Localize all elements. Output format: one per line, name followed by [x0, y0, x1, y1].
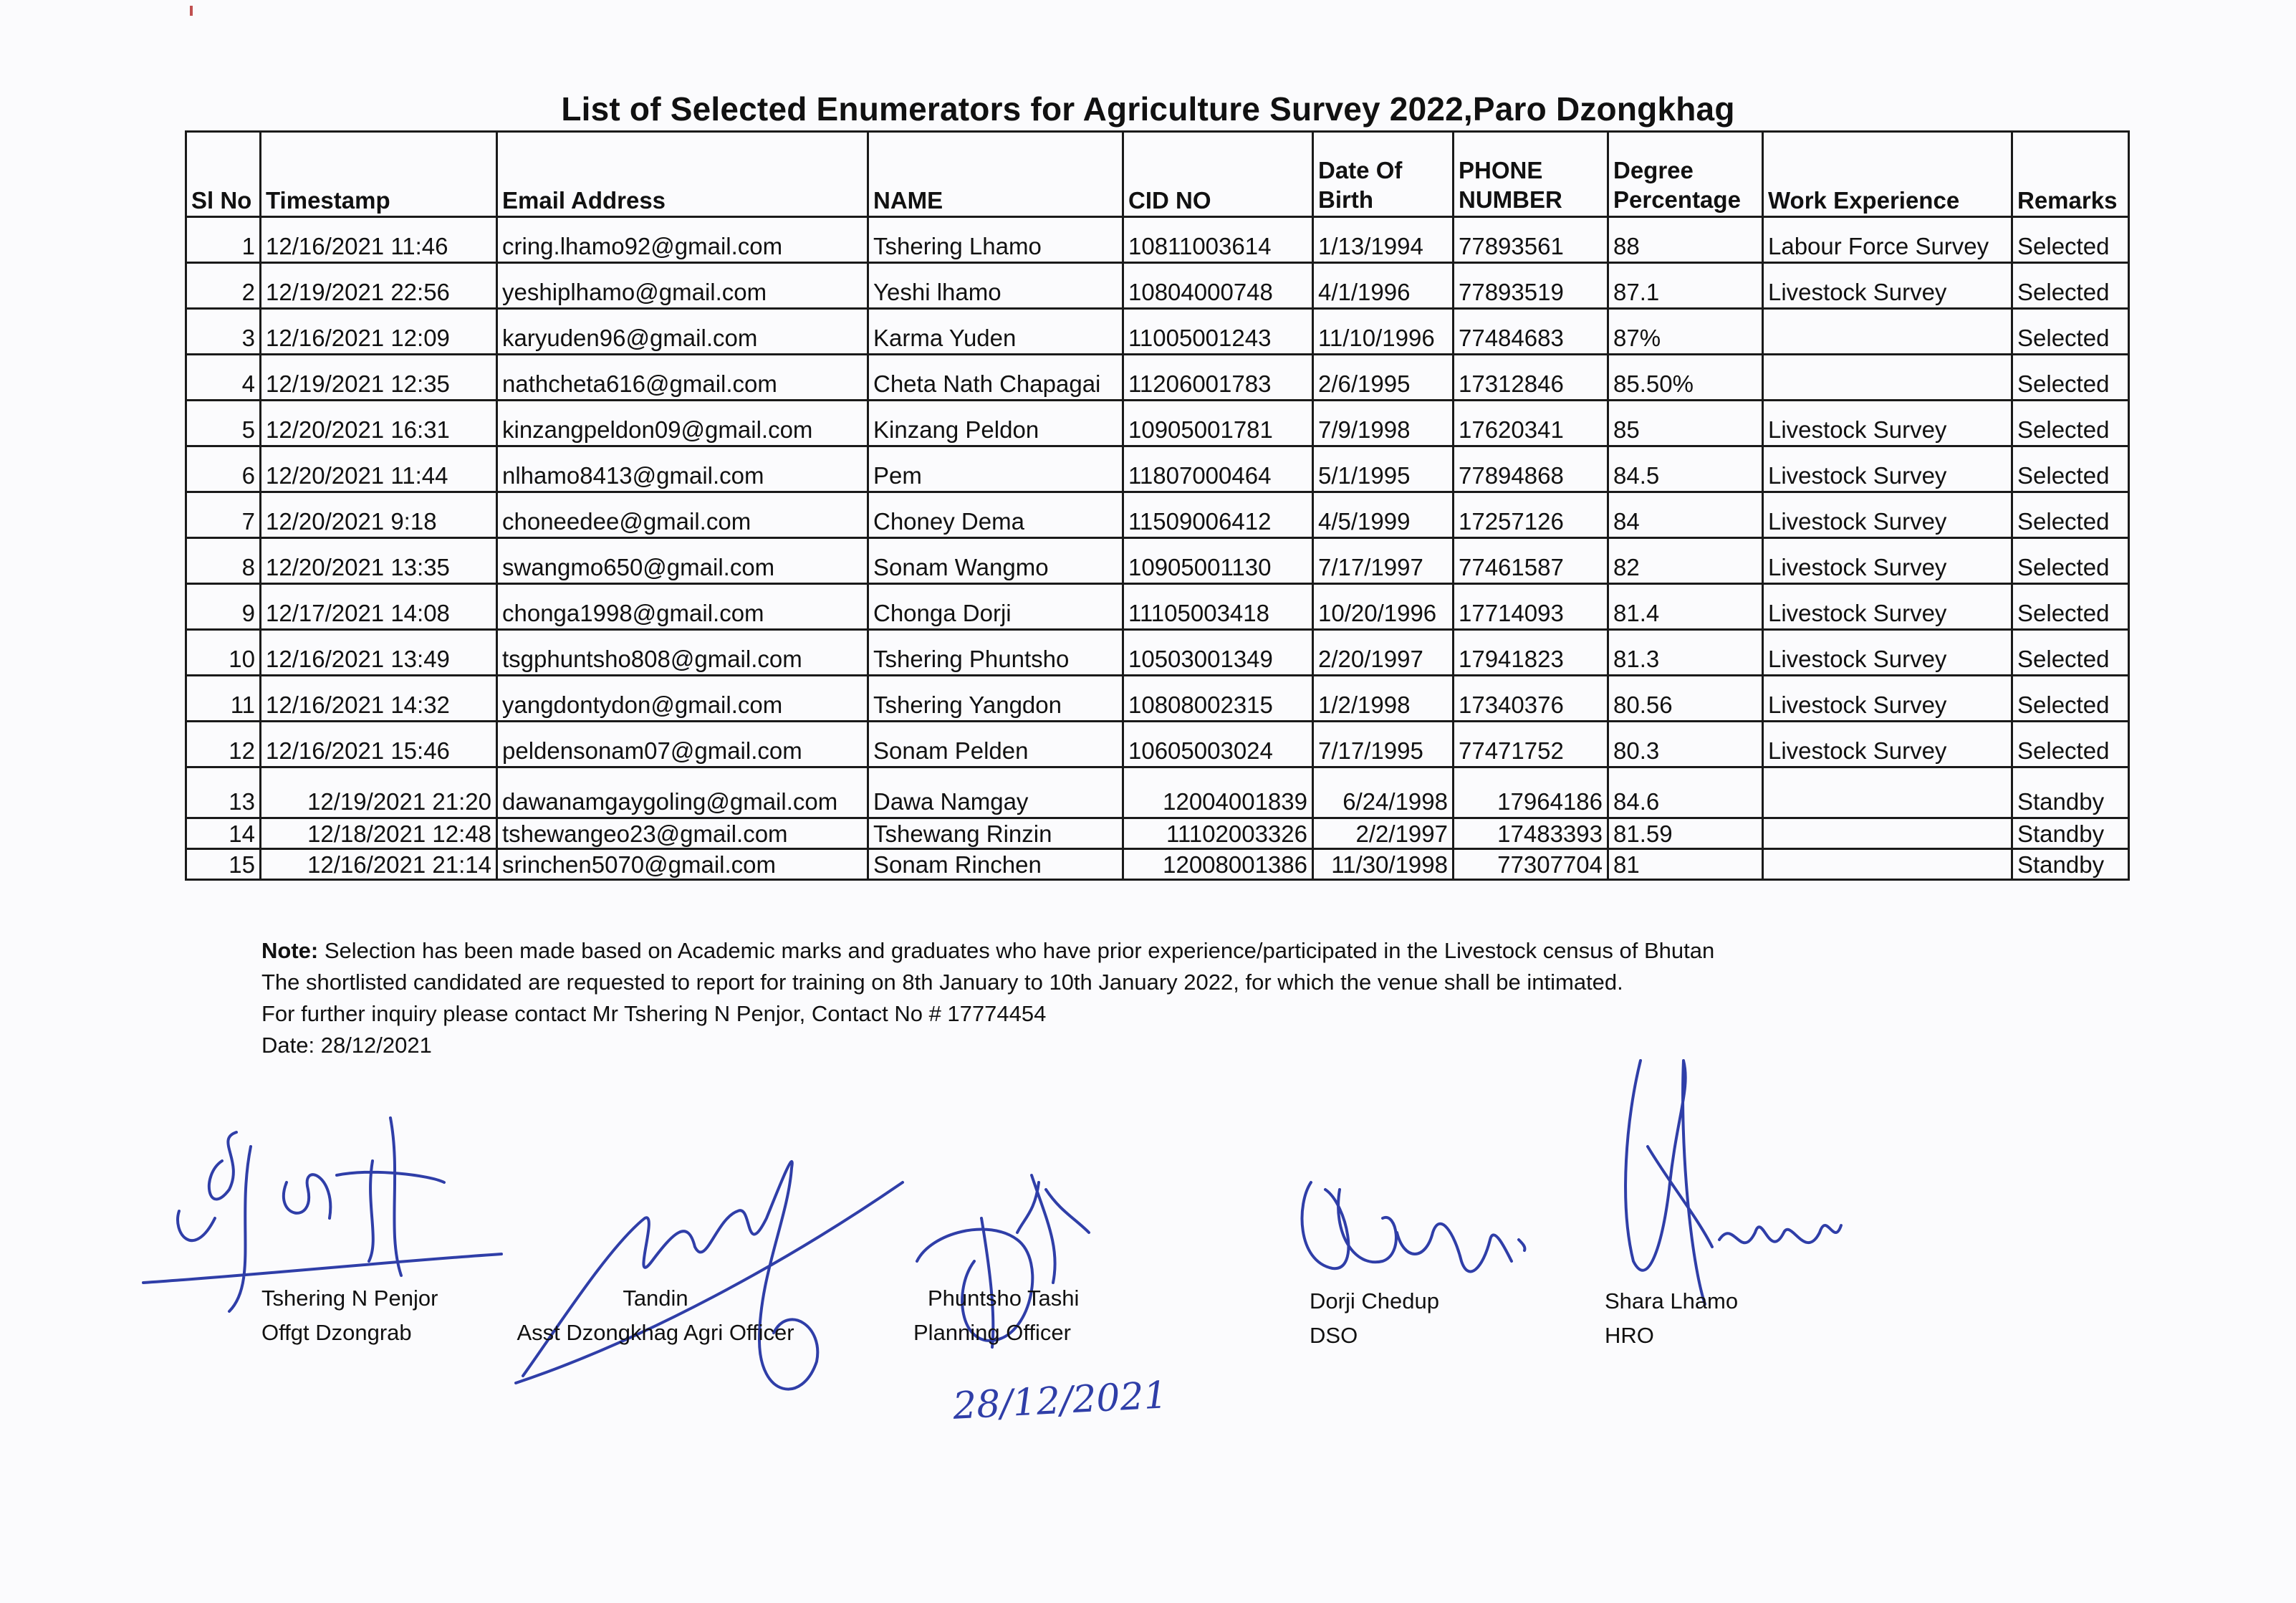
- signatory-name: Phuntsho Tashi: [928, 1286, 1080, 1311]
- cell-degree: 81.4: [1608, 584, 1763, 630]
- cell-remarks: Selected: [2012, 492, 2129, 538]
- cell-remarks: Selected: [2012, 401, 2129, 446]
- cell-remarks: Selected: [2012, 309, 2129, 355]
- cell-timestamp: 12/18/2021 12:48: [261, 818, 497, 849]
- cell-cid: 10808002315: [1123, 676, 1313, 722]
- cell-phone: 17340376: [1454, 676, 1608, 722]
- header-timestamp: Timestamp: [261, 132, 497, 217]
- signatory-penjor: [261, 1281, 438, 1350]
- header-degree: Degree Percentage: [1608, 132, 1763, 217]
- cell-dob: 7/17/1995: [1313, 722, 1454, 767]
- cell-remarks: Standby: [2012, 818, 2129, 849]
- cell-email: yeshiplhamo@gmail.com: [497, 263, 868, 309]
- cell-name: Sonam Wangmo: [868, 538, 1123, 584]
- signatory-phuntsho: [913, 1281, 1079, 1350]
- cell-phone: 77307704: [1454, 849, 1608, 880]
- cell-timestamp: 12/16/2021 12:09: [261, 309, 497, 355]
- cell-remarks: Selected: [2012, 355, 2129, 401]
- cell-dob: 2/2/1997: [1313, 818, 1454, 849]
- cell-phone: 77893561: [1454, 217, 1608, 263]
- cell-timestamp: 12/16/2021 11:46: [261, 217, 497, 263]
- cell-work-experience: Livestock Survey: [1763, 630, 2012, 676]
- signatory-name: Tandin: [623, 1286, 688, 1311]
- signatory-lhamo: [1605, 1284, 1738, 1353]
- cell-cid: 12004001839: [1123, 767, 1313, 818]
- signatory-title: Asst Dzongkhag Agri Officer: [517, 1320, 794, 1345]
- cell-degree: 81: [1608, 849, 1763, 880]
- cell-phone: 17714093: [1454, 584, 1608, 630]
- cell-dob: 7/17/1997: [1313, 538, 1454, 584]
- cell-remarks: Standby: [2012, 849, 2129, 880]
- cell-email: choneedee@gmail.com: [497, 492, 868, 538]
- cell-cid: 12008001386: [1123, 849, 1313, 880]
- cell-phone: 77471752: [1454, 722, 1608, 767]
- cell-timestamp: 12/20/2021 13:35: [261, 538, 497, 584]
- cell-dob: 4/5/1999: [1313, 492, 1454, 538]
- cell-degree: 85.50%: [1608, 355, 1763, 401]
- cell-dob: 2/6/1995: [1313, 355, 1454, 401]
- cell-remarks: Selected: [2012, 263, 2129, 309]
- cell-timestamp: 12/19/2021 22:56: [261, 263, 497, 309]
- cell-work-experience: Livestock Survey: [1763, 263, 2012, 309]
- cell-email: dawanamgaygoling@gmail.com: [497, 767, 868, 818]
- cell-cid: 11105003418: [1123, 584, 1313, 630]
- cell-name: Karma Yuden: [868, 309, 1123, 355]
- signature-tandin: [516, 1162, 903, 1389]
- cell-timestamp: 12/20/2021 11:44: [261, 446, 497, 492]
- header-sl-no: Sl No: [186, 132, 261, 217]
- cell-degree: 88: [1608, 217, 1763, 263]
- cell-dob: 4/1/1996: [1313, 263, 1454, 309]
- cell-cid: 10605003024: [1123, 722, 1313, 767]
- cell-sl-no: 3: [186, 309, 261, 355]
- cell-timestamp: 12/19/2021 12:35: [261, 355, 497, 401]
- signatory-title: Planning Officer: [913, 1320, 1071, 1345]
- cell-degree: 80.56: [1608, 676, 1763, 722]
- cell-remarks: Standby: [2012, 767, 2129, 818]
- note-line-2: The shortlisted candidated are requested to report for training on 8th January to 10th January 2022, for which the venue shall be intimated.: [261, 970, 1623, 995]
- cell-email: chonga1998@gmail.com: [497, 584, 868, 630]
- cell-remarks: Selected: [2012, 584, 2129, 630]
- note-line-3: For further inquiry please contact Mr Tshering N Penjor, Contact No # 17774454: [261, 1001, 1047, 1026]
- cell-name: Yeshi lhamo: [868, 263, 1123, 309]
- header-email: Email Address: [497, 132, 868, 217]
- cell-degree: 84: [1608, 492, 1763, 538]
- cell-email: nathcheta616@gmail.com: [497, 355, 868, 401]
- cell-work-experience: Livestock Survey: [1763, 676, 2012, 722]
- cell-cid: 11509006412: [1123, 492, 1313, 538]
- signatory-name: Shara Lhamo: [1605, 1288, 1739, 1313]
- cell-cid: 11206001783: [1123, 355, 1313, 401]
- cell-phone: 77894868: [1454, 446, 1608, 492]
- cell-dob: 11/30/1998: [1313, 849, 1454, 880]
- cell-timestamp: 12/19/2021 21:20: [261, 767, 497, 818]
- cell-sl-no: 1: [186, 217, 261, 263]
- signatory-title: DSO: [1310, 1323, 1358, 1348]
- cell-name: Tshering Phuntsho: [868, 630, 1123, 676]
- cell-phone: 17964186: [1454, 767, 1608, 818]
- signature-lhamo: [1625, 1061, 1841, 1304]
- cell-timestamp: 12/16/2021 13:49: [261, 630, 497, 676]
- header-phone: PHONE NUMBER: [1454, 132, 1608, 217]
- cell-degree: 85: [1608, 401, 1763, 446]
- signatory-tandin: [494, 1281, 817, 1350]
- cell-name: Tshering Lhamo: [868, 217, 1123, 263]
- cell-work-experience: Labour Force Survey: [1763, 217, 2012, 263]
- cell-sl-no: 13: [186, 767, 261, 818]
- cell-phone: 77484683: [1454, 309, 1608, 355]
- cell-sl-no: 8: [186, 538, 261, 584]
- cell-name: Cheta Nath Chapagai: [868, 355, 1123, 401]
- signatory-chedup: [1310, 1284, 1439, 1353]
- cell-remarks: Selected: [2012, 676, 2129, 722]
- cell-cid: 11005001243: [1123, 309, 1313, 355]
- cell-dob: 1/13/1994: [1313, 217, 1454, 263]
- cell-email: peldensonam07@gmail.com: [497, 722, 868, 767]
- cell-email: srinchen5070@gmail.com: [497, 849, 868, 880]
- cell-dob: 5/1/1995: [1313, 446, 1454, 492]
- cell-name: Chonga Dorji: [868, 584, 1123, 630]
- cell-cid: 10905001130: [1123, 538, 1313, 584]
- handwritten-date: 28/12/2021: [951, 1374, 1169, 1428]
- cell-sl-no: 10: [186, 630, 261, 676]
- cell-email: karyuden96@gmail.com: [497, 309, 868, 355]
- cell-name: Dawa Namgay: [868, 767, 1123, 818]
- cell-degree: 87%: [1608, 309, 1763, 355]
- header-name: NAME: [868, 132, 1123, 217]
- cell-phone: 17257126: [1454, 492, 1608, 538]
- cell-name: Choney Dema: [868, 492, 1123, 538]
- cell-degree: 80.3: [1608, 722, 1763, 767]
- signatory-name: Tshering N Penjor: [261, 1286, 438, 1311]
- cell-degree: 84.6: [1608, 767, 1763, 818]
- note-label: Note:: [261, 938, 319, 963]
- cell-phone: 17312846: [1454, 355, 1608, 401]
- cell-work-experience: Livestock Survey: [1763, 446, 2012, 492]
- cell-degree: 87.1: [1608, 263, 1763, 309]
- cell-name: Tshewang Rinzin: [868, 818, 1123, 849]
- cell-dob: 10/20/1996: [1313, 584, 1454, 630]
- cell-email: nlhamo8413@gmail.com: [497, 446, 868, 492]
- note-text-1: Selection has been made based on Academic marks and graduates who have prior experience/participated in the Livestock census of Bhutan: [318, 938, 1715, 963]
- header-cid: CID NO: [1123, 132, 1313, 217]
- cell-sl-no: 4: [186, 355, 261, 401]
- cell-timestamp: 12/20/2021 9:18: [261, 492, 497, 538]
- header-work-experience: Work Experience: [1763, 132, 2012, 217]
- cell-sl-no: 11: [186, 676, 261, 722]
- cell-dob: 6/24/1998: [1313, 767, 1454, 818]
- cell-work-experience: Livestock Survey: [1763, 401, 2012, 446]
- header-dob: Date Of Birth: [1313, 132, 1454, 217]
- cell-remarks: Selected: [2012, 630, 2129, 676]
- cell-timestamp: 12/20/2021 16:31: [261, 401, 497, 446]
- cell-name: Tshering Yangdon: [868, 676, 1123, 722]
- cell-email: cring.lhamo92@gmail.com: [497, 217, 868, 263]
- cell-phone: 77461587: [1454, 538, 1608, 584]
- cell-work-experience: Livestock Survey: [1763, 492, 2012, 538]
- cell-cid: 10804000748: [1123, 263, 1313, 309]
- cell-degree: 82: [1608, 538, 1763, 584]
- signatory-title: HRO: [1605, 1323, 1654, 1348]
- cell-sl-no: 7: [186, 492, 261, 538]
- cell-timestamp: 12/16/2021 15:46: [261, 722, 497, 767]
- cell-email: yangdontydon@gmail.com: [497, 676, 868, 722]
- cell-email: tshewangeo23@gmail.com: [497, 818, 868, 849]
- cell-degree: 84.5: [1608, 446, 1763, 492]
- signatory-title: Offgt Dzongrab: [261, 1320, 412, 1345]
- cell-cid: 10905001781: [1123, 401, 1313, 446]
- cell-dob: 11/10/1996: [1313, 309, 1454, 355]
- cell-email: swangmo650@gmail.com: [497, 538, 868, 584]
- cell-email: kinzangpeldon09@gmail.com: [497, 401, 868, 446]
- cell-name: Pem: [868, 446, 1123, 492]
- cell-work-experience: Livestock Survey: [1763, 722, 2012, 767]
- note-line-4: Date: 28/12/2021: [261, 1033, 432, 1058]
- cell-remarks: Selected: [2012, 538, 2129, 584]
- cell-remarks: Selected: [2012, 446, 2129, 492]
- cell-dob: 7/9/1998: [1313, 401, 1454, 446]
- cell-remarks: Selected: [2012, 722, 2129, 767]
- cell-sl-no: 9: [186, 584, 261, 630]
- cell-name: Kinzang Peldon: [868, 401, 1123, 446]
- cell-work-experience: Livestock Survey: [1763, 584, 2012, 630]
- cell-dob: 2/20/1997: [1313, 630, 1454, 676]
- signatory-name: Dorji Chedup: [1310, 1288, 1439, 1313]
- cell-sl-no: 5: [186, 401, 261, 446]
- cell-timestamp: 12/16/2021 21:14: [261, 849, 497, 880]
- cell-phone: 17483393: [1454, 818, 1608, 849]
- cell-sl-no: 6: [186, 446, 261, 492]
- cell-phone: 17620341: [1454, 401, 1608, 446]
- cell-cid: 11807000464: [1123, 446, 1313, 492]
- cell-email: tsgphuntsho808@gmail.com: [497, 630, 868, 676]
- header-remarks: Remarks: [2012, 132, 2129, 217]
- cell-degree: 81.3: [1608, 630, 1763, 676]
- cell-phone: 77893519: [1454, 263, 1608, 309]
- cell-cid: 11102003326: [1123, 818, 1313, 849]
- cell-work-experience: Livestock Survey: [1763, 538, 2012, 584]
- cell-remarks: Selected: [2012, 217, 2129, 263]
- cell-sl-no: 12: [186, 722, 261, 767]
- cell-cid: 10811003614: [1123, 217, 1313, 263]
- cell-name: Sonam Pelden: [868, 722, 1123, 767]
- cell-timestamp: 12/17/2021 14:08: [261, 584, 497, 630]
- page-title: List of Selected Enumerators for Agriculture Survey 2022,Paro Dzongkhag: [561, 90, 1735, 128]
- cell-sl-no: 14: [186, 818, 261, 849]
- cell-timestamp: 12/16/2021 14:32: [261, 676, 497, 722]
- cell-phone: 17941823: [1454, 630, 1608, 676]
- cell-degree: 81.59: [1608, 818, 1763, 849]
- cell-sl-no: 2: [186, 263, 261, 309]
- signature-chedup: [1302, 1182, 1525, 1271]
- cell-cid: 10503001349: [1123, 630, 1313, 676]
- cell-dob: 1/2/1998: [1313, 676, 1454, 722]
- cell-name: Sonam Rinchen: [868, 849, 1123, 880]
- cell-sl-no: 15: [186, 849, 261, 880]
